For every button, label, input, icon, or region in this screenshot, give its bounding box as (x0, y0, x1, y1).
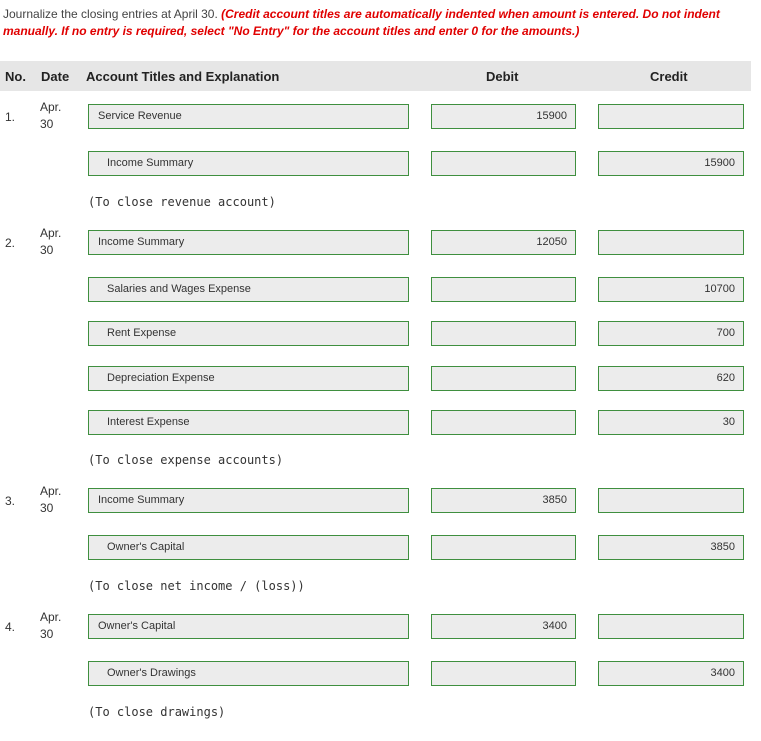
entry-date (40, 99, 61, 133)
credit-field[interactable]: 3850 (598, 535, 744, 560)
credit-field[interactable] (598, 614, 744, 639)
debit-field[interactable]: 15900 (431, 104, 576, 129)
entry-day: 30 (40, 243, 54, 257)
entry-number: 1. (5, 110, 16, 124)
account-title-field[interactable]: Rent Expense (88, 321, 409, 346)
debit-field[interactable] (431, 321, 576, 346)
credit-field[interactable] (598, 104, 744, 129)
instructions-text: Journalize the closing entries at April 30. (3, 7, 222, 21)
entry-number: 4. (5, 620, 16, 634)
table-header (0, 61, 751, 91)
instructions-emphasis: (Credit account titles are automatically indented when amount is entered. Do not indent manually. If no entry is required, select "No Entry" for the account titles and enter 0 for the amounts.) (3, 7, 720, 38)
account-title-field[interactable]: Depreciation Expense (88, 366, 409, 391)
instructions (3, 6, 755, 40)
header-credit: Credit (650, 69, 688, 84)
entry-date (40, 609, 61, 643)
account-title-field[interactable]: Owner's Drawings (88, 661, 409, 686)
account-title-field[interactable]: Interest Expense (88, 410, 409, 435)
account-title-field[interactable]: Service Revenue (88, 104, 409, 129)
credit-field[interactable]: 700 (598, 321, 744, 346)
entry-day: 30 (40, 117, 54, 131)
entry-month: Apr. (40, 610, 62, 624)
credit-field[interactable]: 3400 (598, 661, 744, 686)
account-title-field[interactable]: Income Summary (88, 488, 409, 513)
debit-field[interactable] (431, 535, 576, 560)
debit-field[interactable] (431, 366, 576, 391)
entry-explanation: (To close revenue account) (88, 195, 276, 209)
header-no: No. (5, 69, 26, 84)
account-title-field[interactable]: Salaries and Wages Expense (88, 277, 409, 302)
header-debit: Debit (486, 69, 519, 84)
header-date: Date (41, 69, 70, 84)
debit-field[interactable] (431, 410, 576, 435)
account-title-field[interactable]: Income Summary (88, 151, 409, 176)
debit-field[interactable] (431, 661, 576, 686)
entry-day: 30 (40, 627, 54, 641)
header-account: Account Titles and Explanation (86, 69, 280, 84)
debit-field[interactable]: 12050 (431, 230, 576, 255)
entry-date (40, 225, 61, 259)
entry-number: 3. (5, 494, 16, 508)
debit-field[interactable]: 3400 (431, 614, 576, 639)
entry-number: 2. (5, 236, 16, 250)
entry-day: 30 (40, 501, 54, 515)
debit-field[interactable]: 3850 (431, 488, 576, 513)
debit-field[interactable] (431, 151, 576, 176)
account-title-field[interactable]: Owner's Capital (88, 614, 409, 639)
debit-field[interactable] (431, 277, 576, 302)
credit-field[interactable]: 10700 (598, 277, 744, 302)
entry-explanation: (To close drawings) (88, 705, 226, 719)
entry-date (40, 483, 61, 517)
entry-explanation: (To close net income / (loss)) (88, 579, 305, 593)
credit-field[interactable]: 620 (598, 366, 744, 391)
entry-month: Apr. (40, 484, 62, 498)
credit-field[interactable]: 30 (598, 410, 744, 435)
account-title-field[interactable]: Income Summary (88, 230, 409, 255)
entry-month: Apr. (40, 226, 62, 240)
credit-field[interactable] (598, 230, 744, 255)
account-title-field[interactable]: Owner's Capital (88, 535, 409, 560)
credit-field[interactable]: 15900 (598, 151, 744, 176)
credit-field[interactable] (598, 488, 744, 513)
entry-explanation: (To close expense accounts) (88, 453, 284, 467)
entry-month: Apr. (40, 100, 62, 114)
